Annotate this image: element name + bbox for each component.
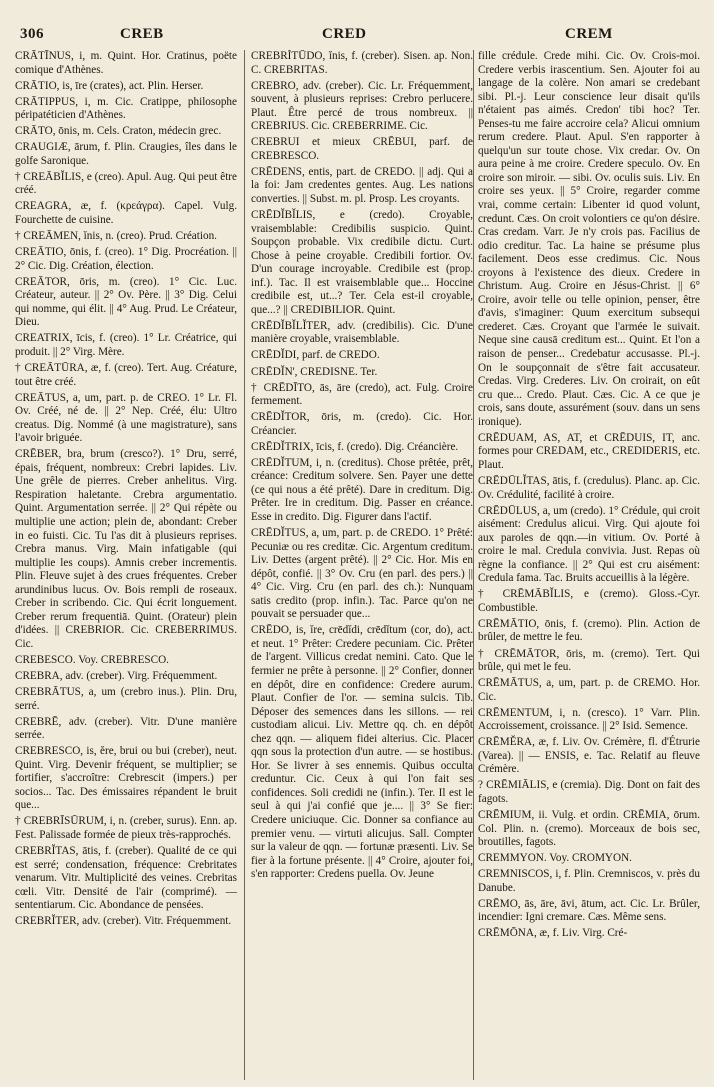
column-right [478,50,700,1080]
dictionary-entry: CREBRĀTUS, a, um (crebro inus.). Plin. Dru, serré. [15,686,237,712]
dictionary-entry: CRĒDO, is, ĭre, crēdĭdi, crēdĭtum (cor, do), act. et neut. 1° Prêter: Credere pecuniam. Cic. Prêter de l'argent. Villicus credat nemini. Cato. Que le fermier ne prête à personne. || 2° Confier, donner en dépôt, dire en confidence: Credere aurum. Plaut. Confier de l'or. — semina sulcis. Tib. Déposer des semences dans les sillons. — rei custodiam alicui. Liv. Mettre qq. ch. en dépôt chez qqn. — aliquem fidei alterius. Cic. Placer qqn sous la protection d'un autre. — se hostibus. Hor. Se livrer à ses ennemis. Quibus occulta creduntur. Cic. Ceux à qui l'on fait ses confidences. Soli credidi ne (infin.). Ter. Il est le seul à qui j'ai confié que je.... || 3° Se fier: Credere uniciuque. Cic. Donner sa confiance au premier venu. — virtuti alicujus. Sall. Compter sur la valeur de qqn. — fortunæ præsenti. Liv. Se fier à la fortune présente. || 4° Croire, ajouter foi, s'en rapporter: Credens puella. Ov. Jeune [251,624,473,881]
dictionary-entry: CRĒMĔRA, æ, f. Liv. Ov. Crémère, fl. d'Étrurie (Varea). || — ENSIS, e. Tac. Relatif au fleuve Crémère. [478,736,700,776]
dictionary-entry: CRĒDĬTUS, a, um, part. p. de CREDO. 1° Prêté: Pecuniæ ou res creditæ. Cic. Argentum creditum. Liv. Dettes (argent prêté). || 2° Cic. Hor. Mis en dépôt, confié. || 3° Ov. Cru (en parl. des pers.) || 4° Cic. Virg. Cru (en parl. des ch.): Nunquam satis credito (prop. infin.). Tac. Parce qu'on ne pouvait se persuader que... [251,527,473,621]
dictionary-entry: † CREĀBĬLIS, e (creo). Apul. Aug. Qui peut être créé. [15,170,237,197]
dictionary-entry: † CREĀTŪRA, æ, f. (creo). Tert. Aug. Créature, tout être créé. [15,361,237,388]
dictionary-entry: CRAUGIÆ, ārum, f. Plin. Craugies, îles dans le golfe Saronique. [15,141,237,167]
dictionary-entry: CRĒDĬN', CREDISNE. Ter. [251,365,378,378]
dictionary-entry: † CRĒMĀTOR, ōris, m. (cremo). Tert. Qui brûle, qui met le feu. [478,647,700,674]
page-number: 306 [20,26,44,42]
dictionary-entry: CREBRĬTAS, ātis, f. (creber). Qualité de ce qui est serré; condensation, fréquence: Crebritates venarum. Vitr. Multiplicité des veines. Crebritas cœli. Vitr. Densité de l'air (comprimé). — sententiarum. Cic. Abondance de pensées. [15,845,237,912]
dictionary-entry: CREBRUI et mieux CRĒBUI, parf. de CREBRESCO. [251,136,473,162]
dictionary-entry: CREBESCO. Voy. CREBRESCO. [15,653,169,666]
column-left [15,50,237,1080]
dictionary-entry: CREBRĬTER, adv. (creber). Vitr. Fréquemment. [15,915,232,928]
guide-word-center: CRED [322,26,367,42]
dictionary-entry: CREBRA, adv. (creber). Virg. Fréquemment. [15,670,218,683]
dictionary-entry: CRĒDŪLĬTAS, ātis, f. (credulus). Planc. ap. Cic. Ov. Crédulité, facilité à croire. [478,474,700,501]
dictionary-entry: CREBRESCO, is, ĕre, brui ou bui (creber), neut. Quint. Virg. Devenir fréquent, se multiplier; se fortifier, s'accroître: Crebrescit (impers.) per socios... Tac. Des émissaires répandent le bruit que... [15,745,237,812]
dictionary-entry: CREĀTIO, ōnis, f. (creo). 1° Dig. Procréation. || 2° Cic. Dig. Création, élection. [15,246,237,272]
dictionary-entry: CREĀTUS, a, um, part. p. de CREO. 1° Lr. Fl. Ov. Créé, né de. || 2° Nep. Créé, élu: Ultro creatus. Dig. Nommé (à une magistrature), sans l'avoir briguée. [15,391,237,445]
dictionary-entry: CRĀTĪNUS, i, m. Quint. Hor. Cratinus, poëte comique d'Athènes. [15,50,237,76]
dictionary-entry: CRĒDĬTUM, i, n. (creditus). Chose prêtée, prêt, créance: Creditum solvere. Sen. Payer une dette (ce qui nous a été prêté). Dare in creditum. Dig. Prêter. Ire in creditum. Dig. Passer en créance. Esse in credito. Dig. Figurer dans l'actif. [251,456,473,523]
dictionary-entry: CREAGRA, æ, f. (κρεάγρα). Capel. Vulg. Fourchette de cuisine. [15,200,237,227]
dictionary-entry: † CREBRĪSŪRUM, i, n. (creber, surus). Enn. ap. Fest. Palissade formée de pieux très-rapprochés. [15,815,237,842]
dictionary-entry: CRĒDĬBĬLIS, e (credo). Croyable, vraisemblable: Credibilis suspicio. Quint. Soupçon probable. Vix credibile dictu. Curt. Chose à peine croyable. Credibili fortior. Ov. D'un courage incroyable. Credibile est (prop. inf.). Tac. Il est vraisemblable que... Hoccine credibile est, ut...? Ter. Cela est-il croyable, que...? || CREDIBILIOR. Quint. [251,209,473,316]
dictionary-entry: CRĒDĬDI, parf. de CREDO. [251,349,380,362]
dictionary-entry: † CREĀMEN, ĭnis, n. (creo). Prud. Création. [15,230,217,243]
dictionary-entry: † CRĒMĀBĬLIS, e (cremo). Gloss.-Cyr. Combustible. [478,588,700,614]
dictionary-entry: CREMMYON. Voy. CROMYON. [478,852,632,865]
column-divider [473,50,474,1080]
column-divider [244,50,245,1080]
dictionary-entry: CRĒMIUM, ii. Vulg. et ordin. CRĒMIA, ōrum. Col. Plin. n. (cremo). Morceaux de bois sec, broutilles, fagots. [478,809,700,849]
dictionary-entry: CRĒDĬTRIX, īcis, f. (credo). Dig. Créancière. [251,440,459,453]
column-middle [251,50,473,1080]
dictionary-entry: CREĀTOR, ōris, m. (creo). 1° Cic. Luc. Créateur, auteur. || 2° Ov. Père. || 3° Dig. Celui qui nomme, qui élit. || 4° Aug. Prud. Le Créateur, Dieu. [15,275,237,329]
dictionary-entry: CREBRĬTŪDO, ĭnis, f. (creber). Sisen. ap. Non. C. CREBRITAS. [251,50,473,76]
dictionary-entry: ? CRĒMIĀLIS, e (cremia). Dig. Dont on fait des fagots. [478,779,700,805]
guide-word-left: CREB [120,26,164,42]
dictionary-entry: CREMNISCOS, i, f. Plin. Cremniscos, v. près du Danube. [478,868,700,894]
dictionary-entry: CREBRĒ, adv. (creber). Vitr. D'une manière serrée. [15,715,237,742]
dictionary-entry: CRĒBER, bra, brum (cresco?). 1° Dru, serré, épais, fréquent, nombreux: Crebri lapides. Liv. Une grêle de pierres. Creber anhelitus. Virg. Respiration haletante. Crebra argumentatio. Quint. Argumentation serrée. || 2° Qui répète ou multiplie une action; plein de, abondant: Creber in eo fuisti. Cic. Tu l'as dit à plusieurs reprises. Crebra manus. Virg. Main infatigable (qui multiplie les coups). Amnis creber incrementis. Plin. Fleuve sujet à des crues fréquentes. Creber arundinibus lucus. Ov. Bois rempli de roseaux. Creber in scribendo. Cic. Qui écrit longuement. Creber rerum frequentiā. Quint. (Orateur) plein d'idées. || CREBRIOR. Cic. CREBERRIMUS. Cic. [15,448,237,650]
dictionary-entry: CRĀTO, ōnis, m. Cels. Craton, médecin grec. [15,125,222,138]
dictionary-entry: CRĒDENS, entis, part. de CREDO. || adj. Qui a la foi: Jam credentes gentes. Aug. Les nations converties. || Subst. m. pl. Prosp. Les croyants. [251,165,473,205]
page-header [0,0,714,44]
dictionary-entry: CREBRO, adv. (creber). Cic. Lr. Fréquemment, souvent, à plusieurs reprises: Crebro perlucere. Plaut. Être percé de trous nombreux. || CREBRIUS. Cic. CREBERRIME. Cic. [251,79,473,133]
dictionary-entry: CRĀTIPPUS, i, m. Cic. Cratippe, philosophe péripatéticien d'Athènes. [15,95,237,122]
dictionary-entry: fille crédule. Crede mihi. Cic. Ov. Crois-moi. Credere verbis irascentium. Sen. Ajouter foi au langage de la colère. Non amari se credebant sibi. Pl.-j. Leur conscience leur disait qu'ils n'étaient pas aimés. Credon' tibi hoc? Ter. Penses-tu me faire accroire cela? Alicui omnium rerum credere. Plaut. Apul. S'en rapporter à quelqu'un sur toute chose. Vix credar. Ov. On aura peine à me croire. Credere speculo. Ov. En croire son miroir. — sibi. Ov. oculis suis. Liv. En croire ses yeux. || 5° Croire, regarder comme vrai, comme certain: Libenter id quod volunt, credunt. Cæs. On croit volontiers ce qu'on désire. Cras credam. Varr. Je n'y crois pas. Facilius de odio creditur. Tac. La haine se présume plus facilement. Deos esse credimus. Cic. Nous croyons à l'existence des dieux. Credere in Christum. Aug. Croire en Jésus-Christ. || 6° Croire, avoir telle ou telle opinion, penser, être d'avis, s'imaginer: Quum exercitum subsequi crederet. Cæs. Croyant que l'armée le suivait. Neque sine causā creditum est... Quint. Et l'on a raison de penser... Credebatur accusasse. Pl.-j. On le soupçonnait de s'être fait accusateur. Credas. Virg. Crederes. Liv. On croirait, on eût cru que... Credo. Plaut. Cæs. Cic. A ce que je crois, sans doute, assurément (souv. dans un sens ironique). [478,50,700,428]
dictionary-entry: CRĒMĀTUS, a, um, part. p. de CREMO. Hor. Cic. [478,677,700,703]
dictionary-entry: CRĒMO, ās, āre, āvi, ātum, act. Cic. Lr. Brûler, incendier: Igni cremare. Cæs. Même sens. [478,897,700,924]
dictionary-entry: CRĒDUAM, AS, AT, et CRĒDUIS, IT, anc. formes pour CREDAM, etc., CREDIDERIS, etc. Plaut. [478,431,700,471]
guide-word-right: CREM [565,26,613,42]
dictionary-entry: CRĒDĬTOR, ōris, m. (credo). Cic. Hor. Créancier. [251,411,473,437]
dictionary-entry: CRĀTIO, is, īre (crates), act. Plin. Herser. [15,79,204,92]
dictionary-entry: † CRĒDĪTO, ās, āre (credo), act. Fulg. Croire fermement. [251,381,473,408]
dictionary-entry: CRĒDŪLUS, a, um (credo). 1° Crédule, qui croit aisément: Credulus alicui. Virg. Qui ajoute foi aux paroles de qqn.—in vitium. Ov. Porté à croire le mal. Credula convivia. Just. Repas où règne la confiance. || 2° Qui est cru aisément: Credula fama. Tac. Bruits accueillis à la légère. [478,504,700,585]
dictionary-entry: CRĒMĀTIO, ōnis, f. (cremo). Plin. Action de brûler, de mettre le feu. [478,617,700,644]
dictionary-entry: CRĒDĬBĬLĬTER, adv. (credibilis). Cic. D'une manière croyable, vraisemblable. [251,319,473,346]
dictionary-entry: CRĒMŌNA, æ, f. Liv. Virg. Cré- [478,927,628,940]
dictionary-entry: CREATRIX, īcis, f. (creo). 1° Lr. Créatrice, qui produit. || 2° Virg. Mère. [15,332,237,358]
dictionary-entry: CRĒMENTUM, i, n. (cresco). 1° Varr. Plin. Accroissement, croissance. || 2° Isid. Semence. [478,706,700,733]
